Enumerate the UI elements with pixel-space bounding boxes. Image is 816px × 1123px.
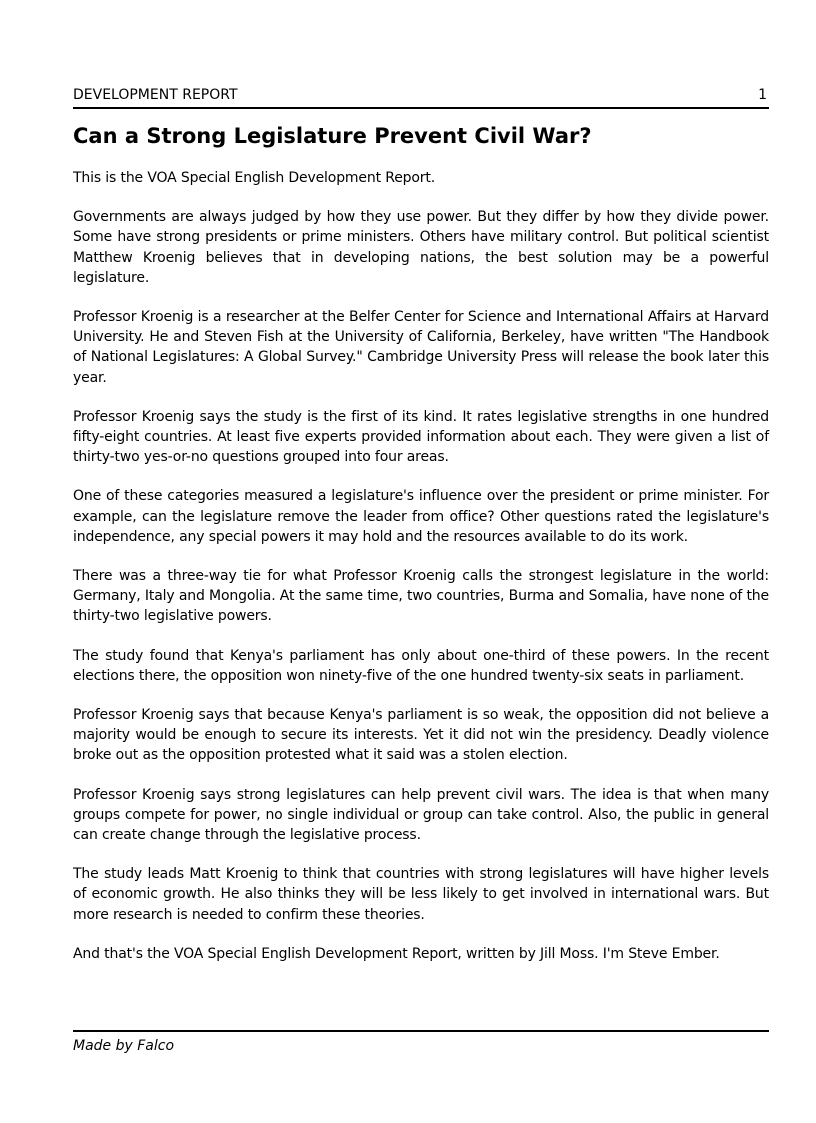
paragraph: Professor Kroenig says the study is the first of its kind. It rates legislative strengths in one hundred fifty-eight countries. At least five experts provided information about each. They were given a list of thirty-two yes-or-no questions grouped into four areas.: [73, 408, 769, 466]
page-number: 1: [758, 87, 767, 103]
paragraph: Professor Kroenig is a researcher at the Belfer Center for Science and International Affairs at Harvard University. He and Steven Fish at the University of California, Berkeley, have written "The Handbook of National Legislatures: A Global Survey." Cambridge University Press will release the book later this year.: [73, 309, 769, 386]
paragraph: There was a three-way tie for what Professor Kroenig calls the strongest legislature in the world: Germany, Italy and Mongolia. At the same time, two countries, Burma and Somalia, have none of the thirty-two legislative powers.: [73, 568, 769, 625]
paragraph: Professor Kroenig says strong legislatures can help prevent civil wars. The idea is that when many groups compete for power, no single individual or group can take control. Also, the public in general can create change through the legislative process.: [73, 786, 769, 844]
paragraph: The study found that Kenya's parliament has only about one-third of these powers. In the recent elections there, the opposition won ninety-five of the one hundred twenty-six seats in parliament.: [73, 647, 769, 684]
footer-credit: Made by Falco: [73, 1038, 175, 1054]
paragraph: One of these categories measured a legislature's influence over the president or prime minister. For example, can the legislature remove the leader from office? Other questions rated the legislature's independence, any special powers it may hold and the resources available to do its work.: [73, 488, 769, 545]
paragraph: Governments are always judged by how they use power. But they differ by how they divide power. Some have strong presidents or prime ministers. Others have military control. But political scientist Matthew Kroenig believes that in developing nations, the best solution may be a powerful legislature.: [73, 209, 769, 286]
header-section-title: DEVELOPMENT REPORT: [73, 87, 238, 103]
article-title: Can a Strong Legislature Prevent Civil War?: [73, 124, 592, 148]
footer-divider: [73, 1030, 769, 1032]
paragraph: The study leads Matt Kroenig to think that countries with strong legislatures will have higher levels of economic growth. He also thinks they will be less likely to get involved in international wars. But more research is needed to confirm these theories.: [73, 866, 769, 923]
running-header: [73, 85, 769, 109]
article-body: [73, 168, 769, 983]
paragraph: Professor Kroenig says that because Kenya's parliament is so weak, the opposition did not believe a majority would be enough to secure its interests. Yet it did not win the presidency. Deadly violence broke out as the opposition protested what it said was a stolen election.: [73, 707, 769, 764]
paragraph-closing: And that's the VOA Special English Development Report, written by Jill Moss. I'm Steve Ember.: [73, 945, 720, 962]
paragraph-intro: This is the VOA Special English Development Report.: [73, 170, 436, 186]
